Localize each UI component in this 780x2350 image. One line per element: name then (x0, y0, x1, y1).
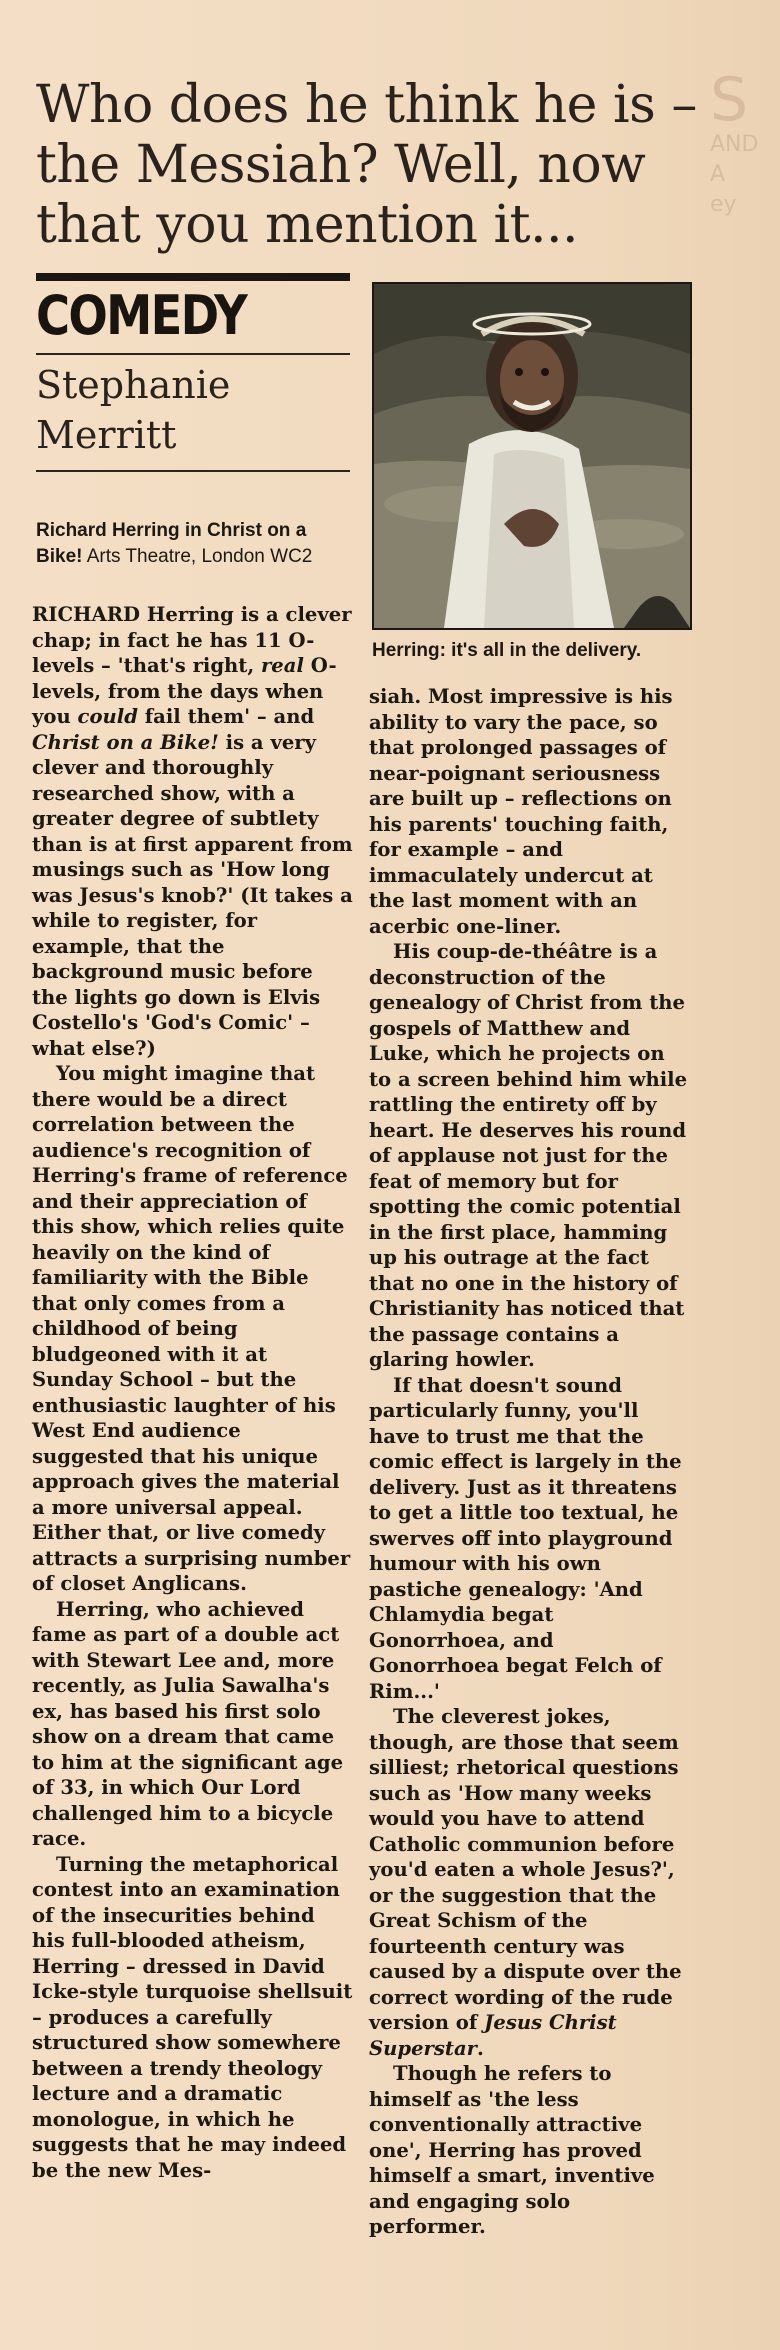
text-run: . (477, 2036, 484, 2060)
divider (36, 353, 350, 355)
divider (36, 470, 350, 472)
paragraph: siah. Most impressive is his ability to vary the pace, so that prolonged passages of near-poignant seriousness are built up – reflections on his parents' touching faith, for example – and immaculately undercut at the last moment with an acerbic one-liner. (369, 685, 673, 938)
edge-text: A (710, 162, 726, 187)
paragraph: Though he refers to himself as 'the less conventionally attractive one', Herring has proved himself a smart, inventive and engaging solo performer. (369, 2062, 655, 2238)
paragraph (32, 602, 354, 1061)
paragraph: If that doesn't sound particularly funny, you'll have to trust me that the comic effect is largely in the delivery. Just as it threatens to get a little too textual, he swerves off into playground humour with his own pastiche genealogy: 'And Chlamydia begat Gonorrhoea, and Gonorrhoea begat Felch of Rim...' (369, 1373, 682, 1703)
show-venue: Arts Theatre, London WC2 (86, 546, 313, 567)
edge-text: S (710, 65, 749, 135)
performer-photo (372, 282, 692, 630)
paragraph: His coup-de-théâtre is a deconstruction of the genealogy of Christ from the gospels of Matthew and Luke, which he projects on to a screen behind him while rattling the entirety off by heart. He deserves his round of applause not just for the feat of memory but for spotting the comic potential in the first place, hamming up his outrage at the fact that no one in the history of Christianity has noticed that the passage contains a glaring howler. (369, 940, 688, 1371)
lead-word: RICHARD (32, 603, 141, 626)
article-column-1 (32, 602, 354, 2183)
italic-run: real (260, 654, 304, 677)
paragraph: Turning the metaphorical contest into an examination of the insecurities behind his full-blooded atheism, Herring – dressed in David Icke-style turquoise shellsuit – produces a carefully structured show somewhere between a trendy theology lecture and a dramatic monologue, in which he suggests that he may indeed be the new Mes- (32, 1852, 353, 2182)
article-column-2 (369, 684, 689, 2240)
text-run: fail them' – and (137, 705, 315, 728)
text-run: is a very clever and thoroughly researched show, with a greater degree of subtlety than is at first apparent from musings such as 'How long was Jesus's knob?' (It takes a while to register, for example, that the background music before the lights go down is Elvis Costello's 'God's Comic' – what else?) (32, 730, 353, 1060)
headline-line: that you mention it... (36, 194, 579, 255)
headline-line: Who does he think he is – (36, 74, 697, 135)
headline (36, 75, 716, 255)
performer-photo-image (374, 284, 690, 628)
text-run: O-levels, from the days when you (32, 654, 337, 728)
section-rule (36, 273, 350, 281)
photo-caption: Herring: it's all in the delivery. (372, 640, 642, 661)
byline-last: Merritt (36, 413, 177, 457)
edge-text: ey (710, 192, 737, 217)
text-run: The cleverest jokes, though, are those that seem silliest; rhetorical questions such as 'How many weeks would you have to attend Catholic communion before you'd eaten a whole Jesus?', or the suggestion that the Great Schism of the fourteenth century was caused by a dispute over the correct wording of the rude version of (369, 1705, 682, 2034)
section-label: COMEDY (36, 284, 246, 347)
byline (36, 360, 350, 460)
text-run: Herring is a clever chap; in fact he has 11 O-levels – 'that's right, (32, 603, 352, 677)
show-info (36, 518, 356, 570)
italic-run: Christ on a Bike! (32, 730, 219, 754)
byline-first: Stephanie (36, 363, 231, 407)
paragraph: You might imagine that there would be a direct correlation between the audience's recognition of Herring's frame of reference and their appreciation of this show, which relies quite heavily on the kind of familiarity with the Bible that only comes from a childhood of being bludgeoned with it at Sunday School – but the enthusiastic laughter of his West End audience suggested that his unique approach gives the material a more universal appeal. Either that, or live comedy attracts a surprising number of closet Anglicans. (32, 1062, 351, 1595)
edge-text: AND (710, 132, 759, 157)
paragraph (369, 1704, 689, 2061)
show-title: Richard Herring in Christ on a Bike! (36, 520, 307, 567)
headline-line: the Messiah? Well, now (36, 134, 646, 195)
italic-run: could (77, 705, 138, 728)
italic-run: Jesus Christ Superstar (369, 2011, 617, 2060)
paragraph: Herring, who achieved fame as part of a double act with Stewart Lee and, more recently, as Julia Sawalha's ex, has based his first solo show on a dream that came to him at the significant age of 33, in which Our Lord challenged him to a bicycle race. (32, 1597, 344, 1850)
